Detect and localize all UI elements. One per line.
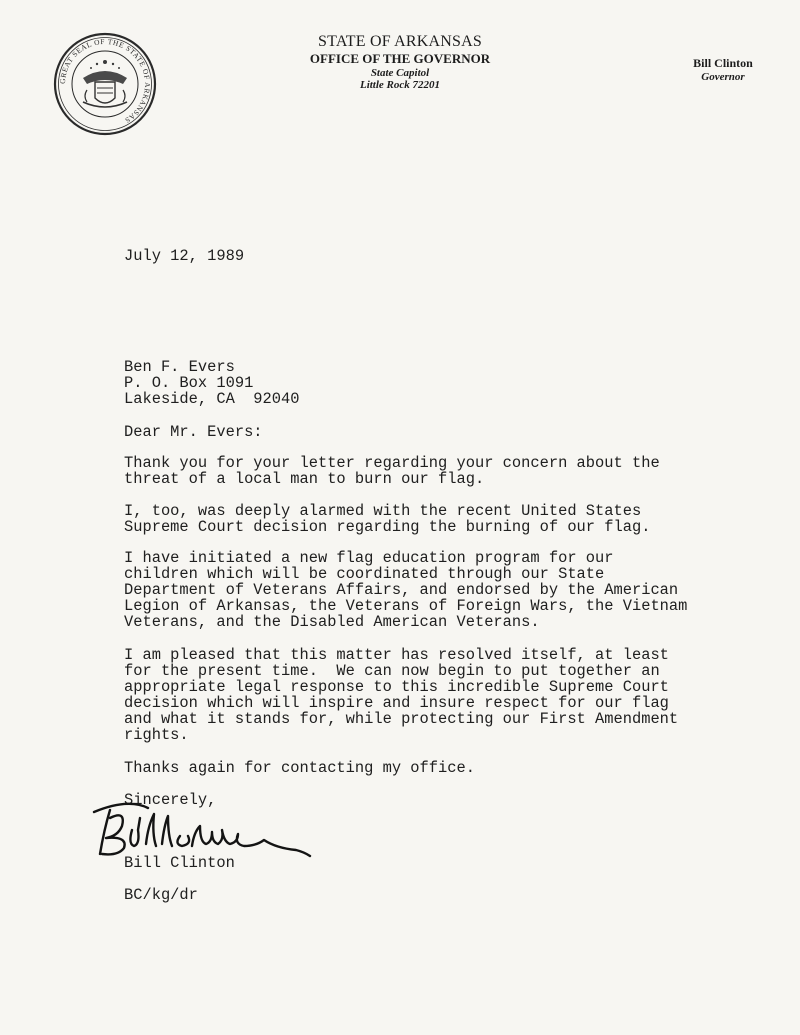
governor-title: Governor	[701, 71, 745, 83]
signer-name: Bill Clinton	[124, 854, 235, 872]
letterhead-state: STATE OF ARKANSAS	[318, 33, 482, 50]
paragraph: Thanks again for contacting my office.	[124, 759, 475, 777]
recipient-name: Ben F. Evers	[124, 358, 235, 376]
governor-block	[678, 56, 768, 84]
letterhead-address-line2: Little Rock 72201	[359, 79, 441, 91]
recipient-city-line: Lakeside, CA 92040	[124, 390, 300, 408]
letterhead-office: OFFICE OF THE GOVERNOR	[309, 51, 491, 66]
paragraph: I am pleased that this matter has resolved itself, at least for the present time. We can now begin to put together an appropriate legal response to this incredible Supreme Court decision which will inspire and insure respect for our flag and what it stands for, while protecting our First Amendment rights.	[124, 646, 679, 744]
salutation: Dear Mr. Evers:	[124, 423, 263, 441]
closing: Sincerely,	[124, 791, 217, 809]
letterhead	[270, 33, 530, 91]
state-seal-icon	[53, 32, 157, 136]
letterhead-address-line1: State Capitol	[370, 67, 430, 79]
seal-text: GREAT SEAL OF THE STATE OF ARKANSAS	[57, 36, 153, 126]
paragraph: Thank you for your letter regarding your concern about the threat of a local man to burn our flag.	[124, 454, 660, 488]
letter-date: July 12, 1989	[124, 247, 245, 265]
paragraph: I, too, was deeply alarmed with the recent United States Supreme Court decision regarding the burning of our flag.	[124, 502, 651, 536]
governor-name: Bill Clinton	[693, 56, 753, 70]
reference-initials: BC/kg/dr	[124, 886, 198, 904]
recipient-address-line: P. O. Box 1091	[124, 374, 254, 392]
paragraph: I have initiated a new flag education program for our children which will be coordinated through our State Department of Veterans Affairs, and endorsed by the American Legion of Arkansas, the Veterans of Foreign Wars, the Vietnam Veterans, and the Disabled American Veterans.	[124, 549, 688, 631]
